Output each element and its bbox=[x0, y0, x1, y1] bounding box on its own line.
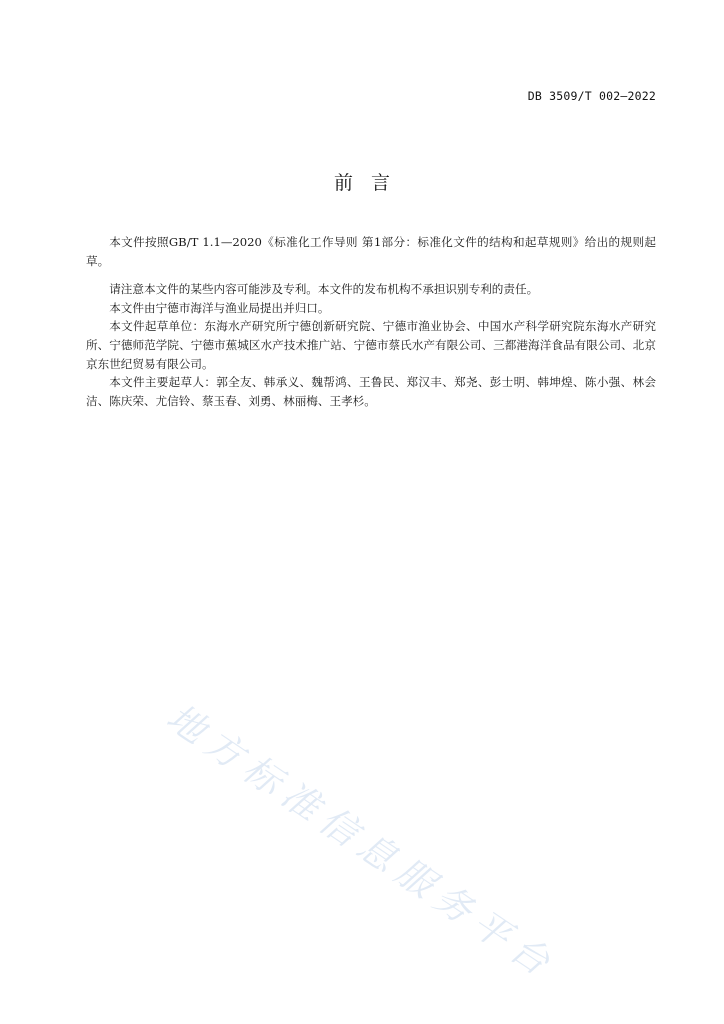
paragraph-drafting-rules: 本文件按照GB/T 1.1—2020《标准化工作导则 第1部分：标准化文件的结构和起草规则》给出的规则起草。 bbox=[86, 235, 656, 268]
paragraph-patent-notice: 请注意本文件的某些内容可能涉及专利。本文件的发布机构不承担识别专利的责任。 bbox=[109, 282, 539, 297]
watermark: 地方标准信息服务平台 bbox=[158, 695, 565, 989]
paragraph-drafting-units: 本文件起草单位：东海水产研究所宁德创新研究院、宁德市渔业协会、中国水产科学研究院东海水产研究所、宁德师范学院、宁德市蕉城区水产技术推广站、宁德市蔡氏水产有限公司、三都港海洋食品有限公司、北京京东世纪贸易有限公司。 bbox=[86, 319, 656, 371]
paragraph-proposer: 本文件由宁德市海洋与渔业局提出并归口。 bbox=[109, 300, 330, 315]
page-title: 前言 bbox=[333, 172, 408, 194]
foreword-body bbox=[86, 233, 656, 410]
document-code: DB 3509/T 002—2022 bbox=[527, 89, 656, 103]
paragraph-drafters: 本文件主要起草人：郭全友、韩承义、魏帮鸿、王鲁民、郑汉丰、郑尧、彭士明、韩坤煌、陈小强、林会洁、陈庆荣、尤信铃、蔡玉春、刘勇、林丽梅、王孝杉。 bbox=[86, 375, 656, 408]
